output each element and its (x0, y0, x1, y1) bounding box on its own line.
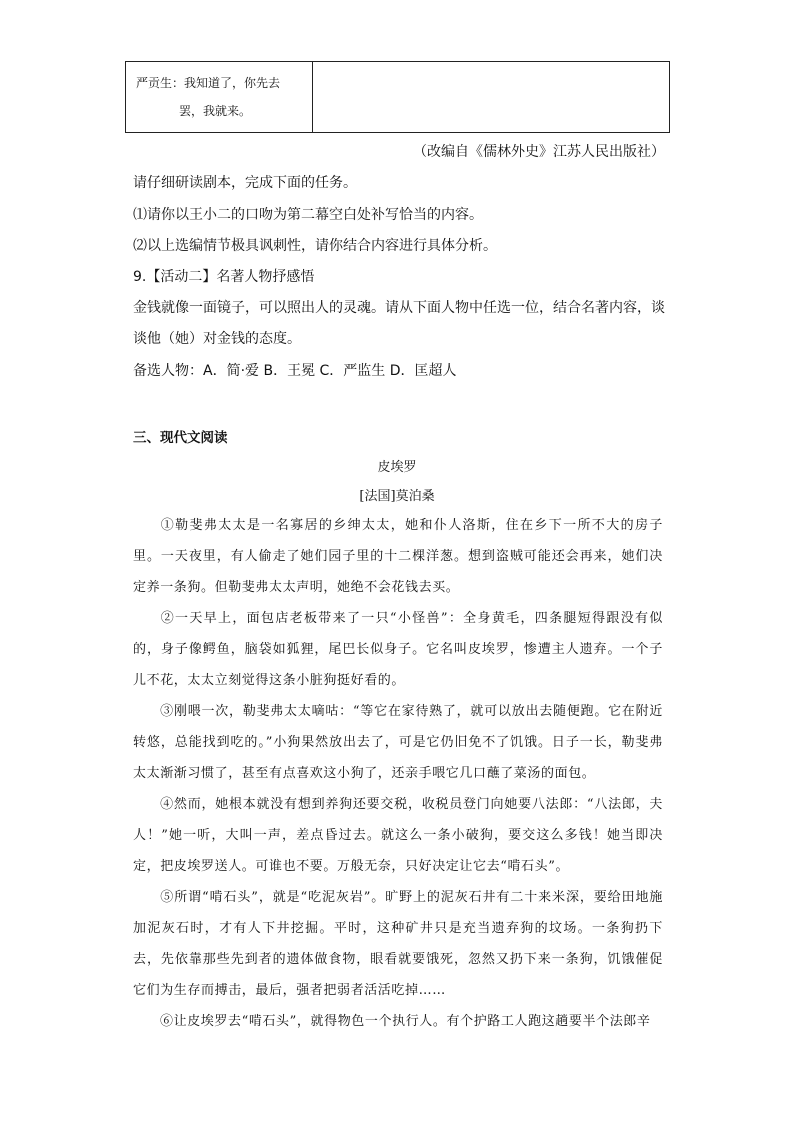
article-paragraph: ⑤所谓“啃石头”，就是“吃泥灰岩”。旷野上的泥灰石井有二十来米深，要给田地施加泥灰石时，才有人下井挖掘。平时，这种矿井只是充当遗弃狗的坟场。一条狗扔下去，先依靠那些先到者的遗体做食物，眼看就要饿死，忽然又扔下来一条狗，饥饿催促它们为生存而搏击，最后，强者把弱者活活吃掉…… (133, 890, 663, 998)
question-9-line-1: 金钱就像一面镜子，可以照出人的灵魂。请从下面人物中任选一位，结合名著内容，谈 (133, 300, 665, 316)
script-blank-cell (313, 62, 670, 133)
question-9-line-2: 谈他（她）对金钱的态度。 (133, 331, 301, 347)
article-paragraph: ②一天早上，面包店老板带来了一只“小怪兽”：全身黄毛，四条腿短得跟没有似的，身子像鳄鱼，脑袋如狐狸，尾巴长似身子。它名叫皮埃罗，惨遭主人遗弃。一个子儿不花，太太立刻觉得这条小脏狗挺好看的。 (133, 611, 663, 688)
script-table (125, 61, 670, 133)
script-line-2: 罢，我就来。 (179, 104, 252, 118)
article-paragraph: ③刚喂一次，勒斐弗太太嘀咕：“等它在家待熟了，就可以放出去随便跑。它在附近转悠，总能找到吃的。”小狗果然放出去了，可是它仍旧免不了饥饿。日子一长，勒斐弗太太渐渐习惯了，甚至有点喜欢这小狗了，还亲手喂它几口蘸了菜汤的面包。 (133, 704, 663, 781)
section-heading: 三、现代文阅读 (133, 430, 228, 446)
source-note: （改编自《儒林外史》江苏人民出版社） (413, 144, 665, 160)
article-author: [法国]莫泊桑 (359, 489, 435, 504)
script-cell-yan-gongsheng (126, 62, 313, 133)
task-2: ⑵以上选编情节极具讽刺性，请你结合内容进行具体分析。 (133, 238, 497, 254)
script-line-1: 严贡生：我知道了，你先去 (136, 76, 281, 90)
article-paragraph: ④然而，她根本就没有想到养狗还要交税，收税员登门向她要八法郎：“八法郎，夫人！”她一听，大叫一声，差点昏过去。就这么一条小破狗，要交这么多钱！她当即决定，把皮埃罗送人。可谁也不要。万般无奈，只好决定让它去“啃石头”。 (133, 797, 663, 874)
task-1: ⑴请你以王小二的口吻为第二幕空白处补写恰当的内容。 (133, 207, 483, 223)
article-title: 皮埃罗 (377, 460, 417, 475)
question-9-heading: 9.【活动二】名著人物抒感悟 (133, 269, 315, 285)
article-paragraph: ⑥让皮埃罗去“啃石头”，就得物色一个执行人。有个护路工人跑这趟要半个法郎辛 (160, 1014, 651, 1029)
article-paragraph: ①勒斐弗太太是一名寡居的乡绅太太，她和仆人洛斯，住在乡下一所不大的房子里。一天夜里，有人偷走了她们园子里的十二棵洋葱。想到盗贼可能还会再来，她们决定养一条狗。但勒斐弗太太声明，她绝不会花钱去买。 (133, 518, 663, 595)
instruction-lead: 请仔细研读剧本，完成下面的任务。 (133, 175, 357, 191)
question-9-options: 备选人物：A．简·爱 B．王冕 C．严监生 D．匡超人 (133, 363, 457, 379)
